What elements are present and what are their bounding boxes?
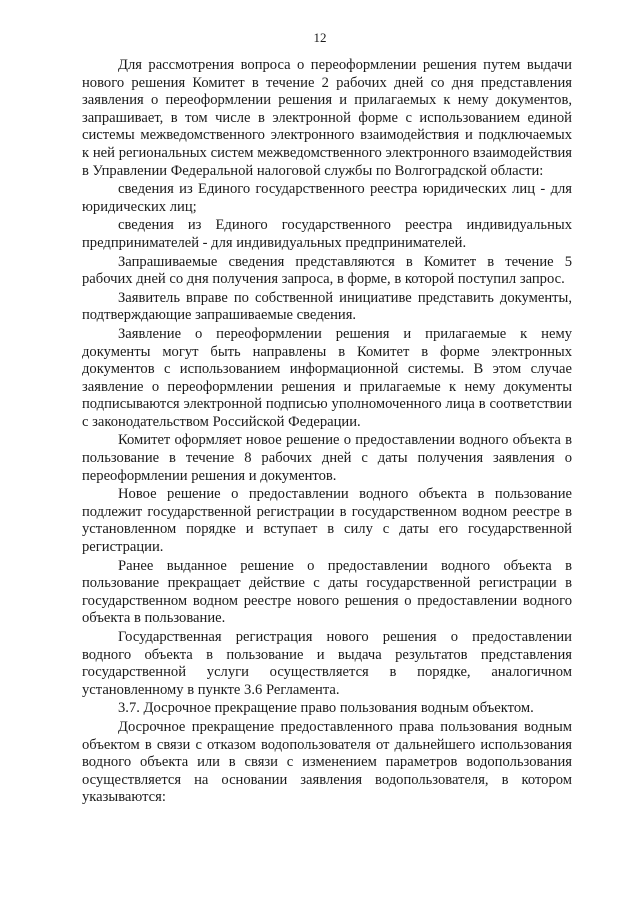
paragraph-new-decision-term: Комитет оформляет новое решение о предоставлении водного объекта в пользование в течение 8 рабочих дней с даты получения заявления о переоформлении решения и документов.	[82, 432, 572, 484]
paragraph-previous-decision: Ранее выданное решение о предоставлении водного объекта в пользование прекращает действие с даты государственной регистрации в государственном водном реестре нового решения о предоставлении водного объекта в пользование.	[82, 557, 572, 627]
list-item-legal-entities: сведения из Единого государственного реестра юридических лиц - для юридических лиц;	[82, 181, 572, 215]
paragraph-early-termination: Досрочное прекращение предоставленного права пользования водным объектом в связи с отказом водопользователя от дальнейшего использования водного объекта или в связи с изменением параметров водопользования осуществляется на основании заявления водопользователя, в котором указываются:	[82, 718, 572, 806]
paragraph-state-registration: Государственная регистрация нового решения о предоставлении водного объекта в пользование и выдача результатов представления государственной услуги осуществляется в порядке, аналогичном установленному в пункте 3.6 Регламента.	[82, 629, 572, 698]
paragraph-registration: Новое решение о предоставлении водного объекта в пользование подлежит государственной регистрации в государственном водном реестре в установленном порядке и вступает в силу с даты его государственной регистрации.	[82, 486, 572, 556]
paragraph-electronic-submission: Заявление о переоформлении решения и прилагаемые к нему документы могут быть направлены в Комитет в форме электронных документов с использованием информационной системы. В этом случае заявление о переоформлении решения и прилагаемые к нему документы подписываются электронной подписью уполномоченного лица в соответствии с законодательством Российской Федерации.	[82, 325, 572, 430]
list-item-entrepreneurs: сведения из Единого государственного реестра индивидуальных предпринимателей - для индивидуальных предпринимателей.	[82, 217, 572, 251]
paragraph-applicant-right: Заявитель вправе по собственной инициативе представить документы, подтверждающие запрашиваемые сведения.	[82, 289, 572, 324]
paragraph-response-term: Запрашиваемые сведения представляются в Комитет в течение 5 рабочих дней со дня получения запроса, в форме, в которой поступил запрос.	[82, 253, 572, 288]
section-heading-3-7: 3.7. Досрочное прекращение право пользования водным объектом.	[118, 700, 534, 717]
paragraph-request-info: Для рассмотрения вопроса о переоформлении решения путем выдачи нового решения Комитет в течение 2 рабочих дней со дня представления заявления о переоформлении решения и прилагаемых к нему документов, запрашивает, в том числе в электронной форме с использованием единой системы межведомственного электронного взаимодействия и подключаемых к ней региональных систем межведомственного электронного взаимодействия в Управлении Федеральной налоговой службы по Волгоградской области:	[82, 57, 572, 179]
document-body	[82, 57, 572, 807]
page-number: 12	[313, 30, 327, 45]
